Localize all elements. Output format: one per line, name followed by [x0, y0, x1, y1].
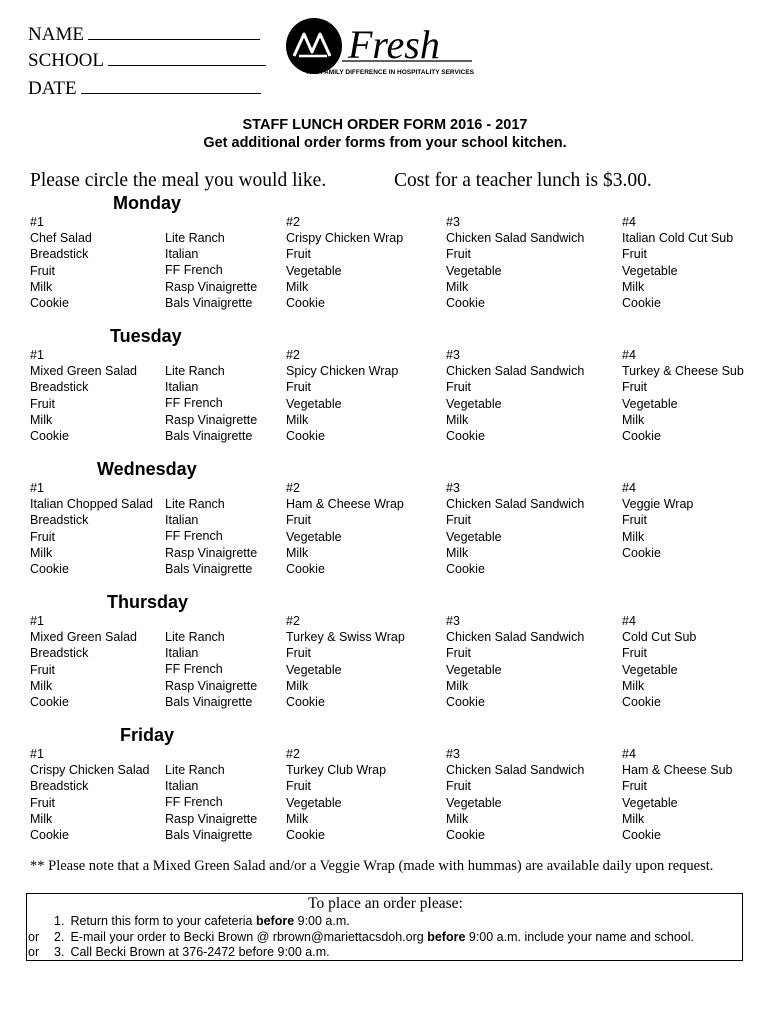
menu-item[interactable]: Italian [165, 646, 199, 661]
menu-item[interactable]: Cookie [286, 694, 325, 709]
menu-item[interactable]: Breadstick [30, 646, 89, 661]
meal-number[interactable]: #2 [286, 614, 300, 628]
menu-item[interactable]: Breadstick [30, 513, 89, 528]
order-instructions-box [26, 893, 743, 961]
menu-item[interactable]: Vegetable [286, 263, 342, 278]
menu-item[interactable]: Cookie [30, 694, 69, 709]
menu-item[interactable]: Italian [165, 380, 199, 395]
order-step-prefix: or [28, 930, 40, 944]
menu-item[interactable]: Milk [446, 811, 469, 826]
menu-column-col2 [286, 480, 404, 577]
menu-item[interactable]: Fruit [30, 529, 55, 544]
menu-item[interactable]: Vegetable [622, 396, 678, 411]
menu-item[interactable]: Milk [30, 678, 53, 693]
menu-column-col4 [622, 214, 733, 311]
menu-item[interactable]: Milk [286, 545, 309, 560]
menu-item[interactable]: Cookie [30, 428, 69, 443]
menu-item[interactable]: Chicken Salad Sandwich [446, 763, 585, 778]
menu-item[interactable]: Fruit [286, 779, 311, 794]
menu-item[interactable]: Italian [165, 247, 199, 262]
day-heading-tuesday: Tuesday [110, 326, 182, 346]
menu-item[interactable]: Cookie [286, 561, 325, 576]
menu-item[interactable]: Milk [286, 279, 309, 294]
menu-item[interactable]: Cookie [446, 295, 485, 310]
meal-number[interactable]: #4 [622, 614, 636, 628]
menu-item[interactable]: Ham & Cheese Wrap [286, 497, 404, 512]
order-step-text: before [427, 930, 466, 944]
order-box-title: To place an order please: [308, 895, 463, 912]
menu-item[interactable]: FF French [165, 662, 223, 677]
menu-item[interactable]: FF French [165, 396, 223, 411]
menu-item[interactable]: Cold Cut Sub [622, 630, 697, 645]
menu-item[interactable]: Cookie [30, 561, 69, 576]
meal-number[interactable]: #4 [622, 747, 636, 761]
menu-item[interactable]: FF French [165, 795, 223, 810]
name-field[interactable] [28, 23, 260, 46]
menu-item[interactable]: Milk [446, 279, 469, 294]
order-step-text: before [255, 914, 295, 928]
menu-item[interactable]: Chicken Salad Sandwich [446, 497, 585, 512]
menu-item[interactable]: Breadstick [30, 247, 89, 262]
menu-column-col3 [446, 214, 584, 311]
menu-item[interactable]: Vegetable [446, 396, 502, 411]
meal-number[interactable]: #2 [286, 481, 300, 495]
menu-item[interactable]: Cookie [446, 561, 485, 576]
menu-item[interactable]: Italian [165, 779, 199, 794]
name-line[interactable] [88, 23, 260, 40]
order-step-prefix: or [28, 945, 40, 959]
menu-item[interactable]: Spicy Chicken Wrap [286, 364, 399, 379]
menu-item[interactable]: Vegetable [446, 529, 502, 544]
circle-instruction: Please circle the meal you would like. [30, 170, 327, 191]
meal-number[interactable]: #4 [622, 215, 636, 229]
menu-column-col4 [622, 480, 693, 561]
order-step-text: 9:00 a.m. [294, 914, 350, 928]
menu-item[interactable]: Cookie [30, 295, 69, 310]
menu-item[interactable]: Cookie [446, 694, 485, 709]
menu-item[interactable]: Rasp Vinaigrette [165, 545, 258, 560]
menu-item[interactable]: Rasp Vinaigrette [165, 811, 258, 826]
menu-item[interactable]: Cookie [446, 827, 485, 842]
day-heading-monday: Monday [113, 193, 182, 213]
menu-item[interactable]: FF French [165, 263, 223, 278]
day-heading-thursday: Thursday [107, 592, 189, 612]
day-heading-wednesday: Wednesday [97, 459, 197, 479]
menu-item[interactable]: Fruit [622, 380, 647, 395]
menu-item[interactable]: Lite Ranch [165, 630, 225, 644]
order-step-text: Return this form to your cafeteria [70, 914, 256, 928]
menu-column-dressings [165, 230, 257, 311]
menu-item[interactable]: Rasp Vinaigrette [165, 279, 258, 294]
menu-column-col2 [286, 746, 386, 843]
menu-item[interactable]: Fruit [622, 646, 647, 661]
availability-note: ** Please note that a Mixed Green Salad and/or a Veggie Wrap (made with hummas) are available daily upon request. [30, 858, 714, 874]
order-step-1 [54, 914, 350, 928]
menu-column-col1 [30, 347, 137, 444]
menu-item[interactable]: Italian Chopped Salad [30, 497, 154, 512]
menu-item[interactable]: Fruit [446, 779, 471, 794]
menu-item[interactable]: Fruit [286, 247, 311, 262]
order-step-number: 2. [54, 930, 65, 944]
menu-item[interactable]: Lite Ranch [165, 497, 225, 511]
menu-item[interactable]: Chef Salad [30, 231, 92, 246]
menu-item[interactable]: Cookie [30, 827, 69, 842]
menu-item[interactable]: Fruit [286, 513, 311, 528]
menu-column-col3 [446, 480, 584, 577]
menu-column-col3 [446, 746, 584, 843]
menu-item[interactable]: Cookie [622, 295, 661, 310]
menu-item[interactable]: FF French [165, 529, 223, 544]
menu-item[interactable]: Cookie [622, 694, 661, 709]
menu-item[interactable]: Milk [622, 811, 645, 826]
menu-column-dressings [165, 629, 257, 710]
menu-item[interactable]: Milk [622, 279, 645, 294]
menu-item[interactable]: Milk [622, 412, 645, 427]
meal-number[interactable]: #3 [446, 747, 460, 761]
menu-item[interactable]: Cookie [622, 545, 661, 560]
date-line[interactable] [81, 77, 261, 94]
order-step-2 [54, 930, 694, 944]
menu-item[interactable]: Cookie [286, 295, 325, 310]
menu-item[interactable]: Turkey Club Wrap [286, 763, 387, 778]
menu-item[interactable]: Chicken Salad Sandwich [446, 364, 585, 379]
meal-number[interactable]: #1 [30, 747, 44, 761]
menu-column-col3 [446, 613, 584, 710]
date-field[interactable] [28, 77, 261, 100]
menu-item[interactable]: Cookie [286, 428, 325, 443]
menu-item[interactable]: Mixed Green Salad [30, 630, 138, 645]
menu-item[interactable]: Vegetable [622, 662, 678, 677]
menu-item[interactable]: Vegetable [286, 662, 342, 677]
menu-item[interactable]: Cookie [446, 428, 485, 443]
menu-item[interactable]: Bals Vinaigrette [165, 561, 253, 576]
menu-item[interactable]: Vegetable [446, 662, 502, 677]
school-label: SCHOOL [28, 50, 105, 71]
menu-item[interactable]: Rasp Vinaigrette [165, 678, 258, 693]
menu-item[interactable]: Fruit [446, 646, 471, 661]
menu-column-col1 [30, 480, 153, 577]
menu-column-col4 [622, 613, 696, 710]
menu-item[interactable]: Milk [30, 279, 53, 294]
menu-item[interactable]: Fruit [446, 513, 471, 528]
menu-item[interactable]: Vegetable [286, 795, 342, 810]
meal-number[interactable]: #3 [446, 614, 460, 628]
menu-column-col2 [286, 347, 398, 444]
menu-item[interactable]: Milk [446, 545, 469, 560]
menu-item[interactable]: Bals Vinaigrette [165, 827, 253, 842]
form-title: STAFF LUNCH ORDER FORM 2016 - 2017 [242, 117, 528, 133]
menu-column-col4 [622, 347, 744, 444]
menu-column-col1 [30, 613, 137, 710]
menu-item[interactable]: Vegetable [286, 529, 342, 544]
menu-item[interactable]: Fruit [30, 396, 55, 411]
meal-number[interactable]: #4 [622, 348, 636, 362]
menu-item[interactable]: Milk [30, 545, 53, 560]
menu-column-dressings [165, 363, 257, 444]
menu-item[interactable]: Breadstick [30, 380, 89, 395]
menu-item[interactable]: Fruit [446, 380, 471, 395]
menu-item[interactable]: Bals Vinaigrette [165, 428, 253, 443]
menu-item[interactable]: Crispy Chicken Salad [30, 763, 150, 778]
menu-item[interactable]: Milk [286, 811, 309, 826]
name-label: NAME [28, 24, 84, 45]
menu-item[interactable]: Fruit [30, 263, 55, 278]
menu-item[interactable]: Milk [30, 412, 53, 427]
menu-column-col2 [286, 214, 403, 311]
day-heading-friday: Friday [120, 725, 175, 745]
menu-item[interactable]: Turkey & Swiss Wrap [286, 630, 405, 645]
meal-number[interactable]: #3 [446, 348, 460, 362]
menu-item[interactable]: Milk [446, 412, 469, 427]
menu-item[interactable]: Fruit [286, 646, 311, 661]
order-step-number: 3. [54, 945, 65, 959]
meal-number[interactable]: #2 [286, 348, 300, 362]
menu-item[interactable]: Milk [622, 678, 645, 693]
order-step-number: 1. [54, 914, 65, 928]
menu-item[interactable]: Breadstick [30, 779, 89, 794]
menu-item[interactable]: Chicken Salad Sandwich [446, 630, 585, 645]
menu-item[interactable]: Bals Vinaigrette [165, 694, 253, 709]
menu-item[interactable]: Italian Cold Cut Sub [622, 231, 734, 246]
menu-item[interactable]: Vegetable [446, 795, 502, 810]
menu-item[interactable]: Lite Ranch [165, 364, 225, 378]
meal-number[interactable]: #3 [446, 481, 460, 495]
meal-number[interactable]: #2 [286, 747, 300, 761]
order-step-3 [54, 945, 330, 959]
menu-item[interactable]: Rasp Vinaigrette [165, 412, 258, 427]
menu-item[interactable]: Fruit [30, 662, 55, 677]
menu-item[interactable]: Lite Ranch [165, 231, 225, 245]
logo-wordmark: Fresh [348, 22, 440, 67]
meal-number[interactable]: #4 [622, 481, 636, 495]
menu-item[interactable]: Vegetable [622, 795, 678, 810]
menu-item[interactable]: Cookie [622, 827, 661, 842]
meal-number[interactable]: #2 [286, 215, 300, 229]
menu-item[interactable]: Fruit [446, 247, 471, 262]
menu-column-dressings [165, 496, 257, 577]
menu-column-col3 [446, 347, 584, 444]
logo-tagline: THE FAMILY DIFFERENCE IN HOSPITALITY SERVICES [305, 69, 474, 76]
meal-number[interactable]: #1 [30, 614, 44, 628]
school-field[interactable] [28, 49, 266, 72]
menu-item[interactable]: Vegetable [446, 263, 502, 278]
menu-column-col2 [286, 613, 405, 710]
menu-item[interactable]: Veggie Wrap [622, 497, 694, 512]
menu-item[interactable]: Fruit [622, 247, 647, 262]
menu-column-col4 [622, 746, 732, 843]
menu-item[interactable]: Lite Ranch [165, 763, 225, 777]
menu-item[interactable]: Milk [446, 678, 469, 693]
menu-item[interactable]: Chicken Salad Sandwich [446, 231, 585, 246]
menu-item[interactable]: Vegetable [286, 396, 342, 411]
menu-item[interactable]: Ham & Cheese Sub [622, 763, 733, 778]
menu-item[interactable]: Italian [165, 513, 199, 528]
meal-number[interactable]: #3 [446, 215, 460, 229]
menu-column-dressings [165, 762, 257, 843]
order-step-text: Call Becki Brown at 376-2472 before 9:00 a.m. [70, 945, 330, 959]
date-label: DATE [28, 78, 77, 99]
menu-item[interactable]: Milk [30, 811, 53, 826]
menu-item[interactable]: Fruit [30, 795, 55, 810]
menu-item[interactable]: Milk [286, 678, 309, 693]
menu-item[interactable]: Vegetable [622, 263, 678, 278]
menu-item[interactable]: Cookie [286, 827, 325, 842]
menu-item[interactable]: Cookie [622, 428, 661, 443]
menu-item[interactable]: Crispy Chicken Wrap [286, 231, 404, 246]
order-step-text: E-mail your order to Becki Brown @ rbrown@mariettacsdoh.org [70, 930, 428, 944]
meal-number[interactable]: #1 [30, 348, 44, 362]
menu-item[interactable]: Bals Vinaigrette [165, 295, 253, 310]
menu-item[interactable]: Milk [286, 412, 309, 427]
meal-number[interactable]: #1 [30, 215, 44, 229]
cost-note: Cost for a teacher lunch is $3.00. [394, 170, 652, 191]
menu-item[interactable]: Fruit [622, 779, 647, 794]
menu-item[interactable]: Fruit [622, 513, 647, 528]
order-step-text: 9:00 a.m. include your name and school. [465, 930, 695, 944]
school-line[interactable] [108, 49, 266, 66]
meal-number[interactable]: #1 [30, 481, 44, 495]
menu-item[interactable]: Turkey & Cheese Sub [622, 364, 744, 379]
menu-column-col1 [30, 214, 92, 311]
form-subtitle: Get additional order forms from your school kitchen. [203, 135, 567, 151]
menu-item[interactable]: Fruit [286, 380, 311, 395]
menu-item[interactable]: Mixed Green Salad [30, 364, 138, 379]
fresh-logo [282, 16, 474, 82]
menu-column-col1 [30, 746, 150, 843]
menu-item[interactable]: Milk [622, 529, 645, 544]
